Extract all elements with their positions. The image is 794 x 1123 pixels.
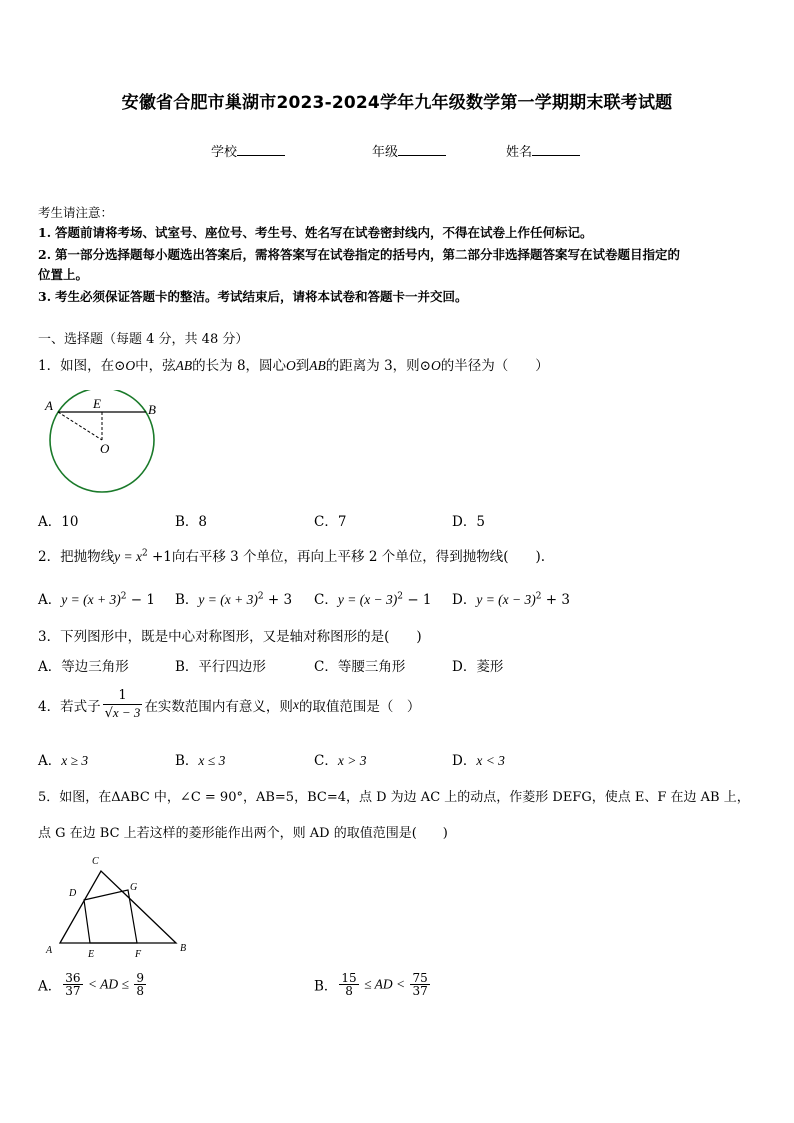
section-heading: 一、选择题（每题 4 分，共 48 分）	[38, 332, 249, 347]
q4-option-d[interactable]	[452, 749, 505, 769]
notice-num: 1.	[38, 225, 52, 240]
option-key: D．	[452, 753, 477, 769]
notice-item-1	[38, 223, 593, 241]
option-key: C．	[314, 659, 338, 675]
q1-option-b[interactable]	[175, 510, 207, 530]
q1-option-c[interactable]	[314, 510, 346, 530]
label-b: B	[148, 402, 156, 417]
option-text: 10	[61, 514, 79, 530]
page-title: 安徽省合肥市巢湖市2023-2024学年九年级数学第一学期期末联考试题	[121, 93, 673, 113]
question-5-cont	[38, 822, 448, 841]
option-key: C．	[314, 753, 338, 769]
notice-text: 位置上。	[38, 267, 89, 282]
q3-option-b[interactable]	[175, 655, 266, 675]
q5-option-a[interactable]	[38, 972, 148, 997]
option-key: A．	[38, 592, 62, 608]
q1-option-a[interactable]	[38, 510, 78, 530]
notice-item-2-cont	[38, 265, 88, 283]
q5-option-b[interactable]	[314, 972, 432, 997]
var: x	[292, 697, 299, 712]
var: AB	[175, 358, 193, 373]
option-text: x > 3	[337, 753, 367, 768]
label-g: G	[130, 882, 138, 893]
fraction-denominator: 8	[345, 984, 353, 998]
option-eq: y = (x + 3)	[198, 592, 258, 607]
q-text: 把抛物线	[60, 549, 115, 565]
fraction	[63, 972, 82, 997]
exponent: 2	[141, 548, 148, 559]
option-text: 菱形	[476, 659, 504, 675]
label-f: F	[135, 949, 142, 960]
option-key: A．	[38, 753, 62, 769]
question-number: 3．	[38, 629, 61, 645]
radius-oa	[58, 412, 102, 440]
q-text: 的长为 8，圆心	[192, 358, 287, 374]
label-b: B	[180, 943, 187, 954]
option-eq: y = (x − 3)	[337, 592, 398, 607]
q-text: 在实数范围内有意义，则	[144, 699, 293, 715]
equation: +1	[147, 549, 172, 565]
label-a: A	[45, 398, 53, 413]
sqrt-icon: √	[104, 706, 113, 721]
option-key: B．	[175, 514, 199, 530]
fraction-denominator: 37	[65, 984, 81, 998]
notice-item-3	[38, 287, 468, 305]
q4-option-b[interactable]	[175, 749, 225, 769]
name-field	[506, 141, 580, 160]
triangle-rhombus-figure	[40, 852, 195, 960]
q-text: 的取值范围是（ ）	[298, 699, 421, 715]
option-key: B．	[175, 753, 199, 769]
q-text: 的距离为 3，则⊙	[325, 358, 431, 374]
equation: y = x	[114, 549, 142, 564]
option-key: C．	[314, 592, 338, 608]
fraction-numerator: 9	[136, 971, 144, 985]
question-4	[38, 688, 420, 722]
option-key: B．	[175, 659, 199, 675]
q4-option-a[interactable]	[38, 749, 88, 769]
label-c: C	[92, 856, 99, 867]
var: AB	[309, 358, 326, 373]
question-number: 2．	[38, 549, 61, 565]
question-5	[38, 786, 750, 805]
var: O	[125, 358, 136, 373]
option-text: 平行四边形	[198, 659, 266, 675]
fraction-numerator: 15	[341, 971, 357, 985]
exponent: 2	[397, 591, 404, 602]
school-label: 学校	[211, 145, 238, 160]
fraction-numerator: 1	[103, 688, 143, 705]
label-e: E	[93, 396, 101, 411]
option-text: 8	[198, 514, 208, 530]
q1-option-d[interactable]	[452, 510, 485, 530]
option-key: D．	[452, 659, 477, 675]
radical-fraction	[103, 688, 143, 722]
var: O	[286, 358, 296, 373]
notice-text: 第一部分选择题每小题选出答案后，需将答案写在试卷指定的括号内，第二部分非选择题答案写在试卷题目指定的	[55, 247, 681, 262]
option-text: 7	[337, 514, 347, 530]
q-text: 中，弦	[135, 358, 176, 374]
label-o: O	[100, 441, 110, 456]
question-number: 4．	[38, 699, 61, 715]
question-number: 5．	[38, 790, 60, 805]
fraction-denominator: 8	[136, 984, 144, 998]
question-1	[38, 354, 549, 374]
option-key: D．	[452, 514, 477, 530]
question-2	[38, 545, 545, 565]
fraction-numerator: 75	[412, 971, 428, 985]
q3-option-c[interactable]	[314, 655, 405, 675]
inequality: ≤ AD <	[360, 976, 409, 992]
q-text: 如图，在⊙	[60, 358, 126, 374]
fraction	[410, 972, 429, 997]
q2-option-c[interactable]	[314, 588, 432, 608]
fraction-denominator: 37	[412, 984, 428, 998]
name-label: 姓名	[506, 145, 533, 160]
exponent: 2	[120, 591, 127, 602]
notice-heading: 考生请注意：	[38, 205, 114, 220]
fraction-numerator: 36	[65, 971, 81, 985]
q3-option-a[interactable]	[38, 655, 129, 675]
option-key: B．	[314, 978, 338, 995]
option-text: 等腰三角形	[337, 659, 406, 675]
option-key: C．	[314, 514, 338, 530]
rhombus-defg	[84, 890, 137, 943]
fraction	[339, 972, 358, 997]
q-text: 若式子	[60, 699, 101, 715]
question-3	[38, 625, 422, 645]
var: O	[431, 358, 441, 373]
label-a: A	[46, 945, 53, 956]
notice-text: 考生必须保证答题卡的整洁。考试结束后，请将本试卷和答题卡一并交回。	[55, 289, 468, 304]
option-eq: + 3	[263, 592, 293, 608]
option-key: A．	[38, 978, 62, 995]
grade-label: 年级	[372, 145, 399, 160]
name-blank	[532, 143, 580, 156]
school-field	[211, 141, 285, 160]
label-e: E	[88, 949, 95, 960]
triangle-abc	[60, 871, 176, 943]
option-key: B．	[175, 592, 199, 608]
grade-field	[372, 141, 446, 160]
fraction	[134, 972, 146, 997]
q-text: 向右平移 3 个单位，再向上平移 2 个单位，得到抛物线( ).	[171, 549, 546, 565]
label-d: D	[69, 888, 77, 899]
grade-blank	[398, 143, 446, 156]
notice-num: 2.	[38, 247, 52, 262]
option-text: 等边三角形	[61, 659, 129, 675]
inequality: < AD ≤	[84, 976, 133, 992]
school-blank	[237, 143, 285, 156]
q-text: 的半径为（ ）	[440, 358, 549, 374]
notice-item-2	[38, 245, 680, 263]
q2-option-a[interactable]	[38, 588, 155, 608]
exponent: 2	[535, 591, 542, 602]
option-key: A．	[38, 659, 62, 675]
q-text: 点 G 在边 BC 上若这样的菱形能作出两个，则 AD 的取值范围是( )	[38, 826, 448, 841]
q4-option-c[interactable]	[314, 749, 366, 769]
option-eq: + 3	[541, 592, 570, 608]
option-eq: y = (x + 3)	[61, 592, 121, 607]
notice-num: 3.	[38, 289, 52, 304]
radicand: x − 3	[112, 705, 141, 720]
option-eq: − 1	[403, 592, 432, 608]
q-text: 到	[295, 358, 310, 374]
option-key: D．	[452, 592, 477, 608]
q3-option-d[interactable]	[452, 655, 503, 675]
option-text: x ≤ 3	[198, 753, 226, 768]
q2-option-b[interactable]	[175, 588, 292, 608]
question-number: 1．	[38, 358, 61, 374]
option-text: 5	[476, 514, 485, 530]
notice-text: 答题前请将考场、试室号、座位号、考生号、姓名写在试卷密封线内，不得在试卷上作任何标记。	[55, 225, 593, 240]
option-eq: − 1	[126, 592, 155, 608]
fraction-denominator	[103, 705, 143, 722]
option-eq: y = (x − 3)	[476, 592, 536, 607]
option-key: A．	[38, 514, 62, 530]
q2-option-d[interactable]	[452, 588, 570, 608]
option-text: x < 3	[476, 753, 505, 768]
option-text: x ≥ 3	[61, 753, 89, 768]
circle-figure	[40, 390, 165, 500]
q-text: 下列图形中，既是中心对称图形，又是轴对称图形的是( )	[60, 629, 422, 645]
exponent: 2	[257, 591, 264, 602]
q-text: 如图，在ΔABC 中，∠C = 90°，AB=5，BC=4，点 D 为边 AC 上的动点，作菱形 DEFG，使点 E、F 在边 AB 上，	[59, 790, 750, 805]
